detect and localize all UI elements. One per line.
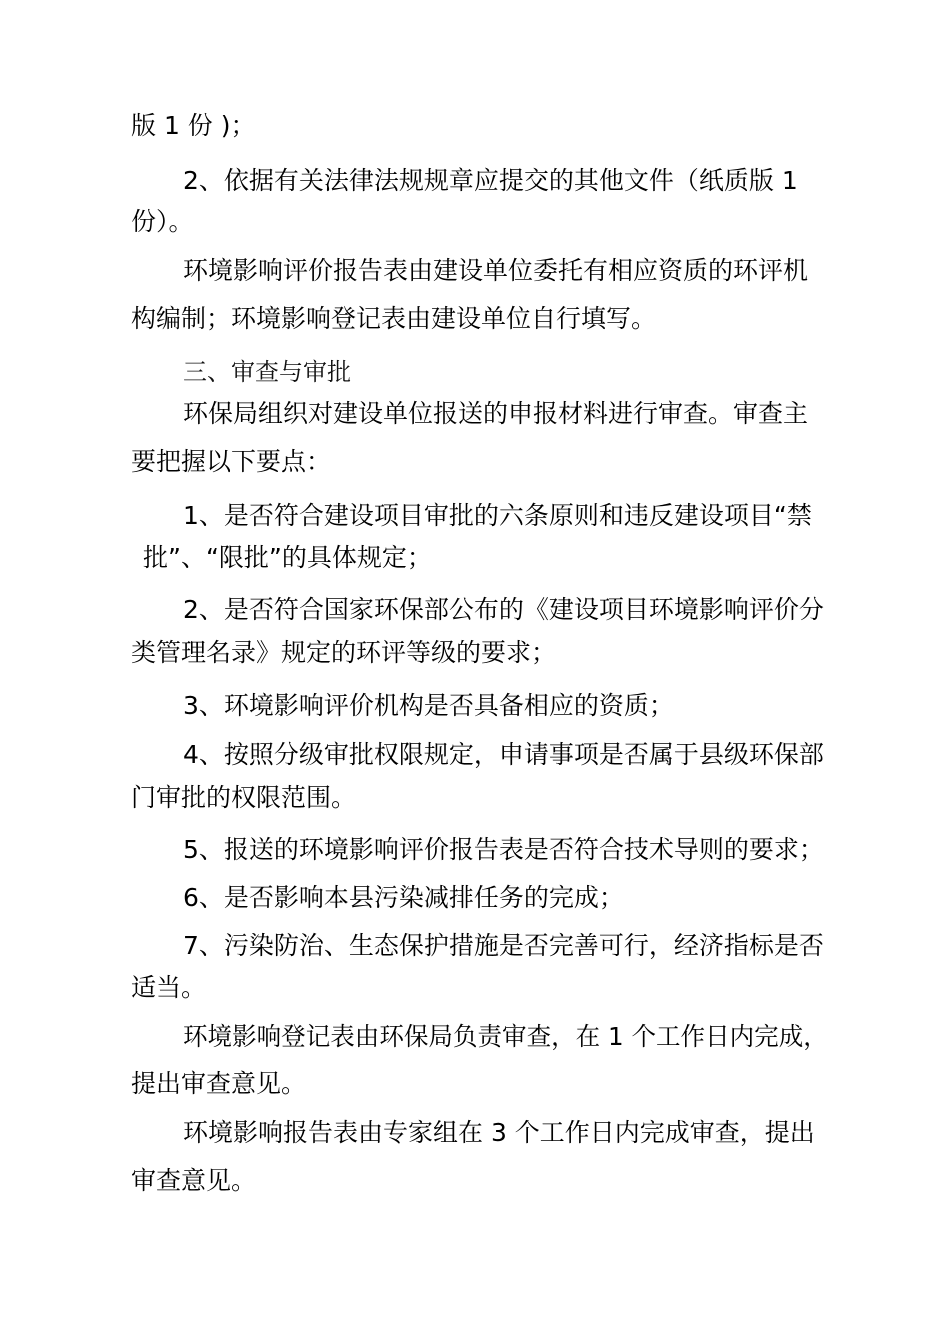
list-item: 门审批的权限范围。 xyxy=(131,783,357,812)
list-item: 6、是否影响本县污染减排任务的完成； xyxy=(183,883,624,912)
text-line: 版 1 份 )； xyxy=(131,111,256,140)
paragraph-line: 审查意见。 xyxy=(131,1166,257,1195)
list-item: 1、是否符合建设项目审批的六条原则和违反建设项目“禁 xyxy=(183,501,812,530)
list-item: 2、依据有关法律法规规章应提交的其他文件（纸质版 1 xyxy=(183,166,798,195)
paragraph-line: 环保局组织对建设单位报送的申报材料进行审查。审查主 xyxy=(183,399,809,428)
paragraph-line: 要把握以下要点： xyxy=(131,447,332,476)
list-item: 2、是否符合国家环保部公布的《建设项目环境影响评价分 xyxy=(183,595,824,624)
list-item: 类管理名录》规定的环评等级的要求； xyxy=(131,638,557,667)
paragraph-line: 环境影响评价报告表由建设单位委托有相应资质的环评机 xyxy=(183,256,809,285)
section-heading: 三、审查与审批 xyxy=(183,358,351,386)
text-line: 份）。 xyxy=(131,207,194,236)
paragraph-line: 构编制；环境影响登记表由建设单位自行填写。 xyxy=(131,304,657,333)
list-item: 3、环境影响评价机构是否具备相应的资质； xyxy=(183,691,674,720)
list-item: 7、污染防治、生态保护措施是否完善可行，经济指标是否 xyxy=(183,931,824,960)
paragraph-line: 环境影响登记表由环保局负责审查，在 1 个工作日内完成， xyxy=(183,1022,828,1051)
paragraph-line: 环境影响报告表由专家组在 3 个工作日内完成审查，提出 xyxy=(183,1118,815,1147)
list-item: 批”、“限批”的具体规定； xyxy=(143,543,432,572)
list-item: 适当。 xyxy=(131,973,207,1002)
list-item: 5、报送的环境影响评价报告表是否符合技术导则的要求； xyxy=(183,835,824,864)
list-item: 4、按照分级审批权限规定，申请事项是否属于县级环保部 xyxy=(183,740,824,769)
paragraph-line: 提出审查意见。 xyxy=(131,1069,307,1098)
